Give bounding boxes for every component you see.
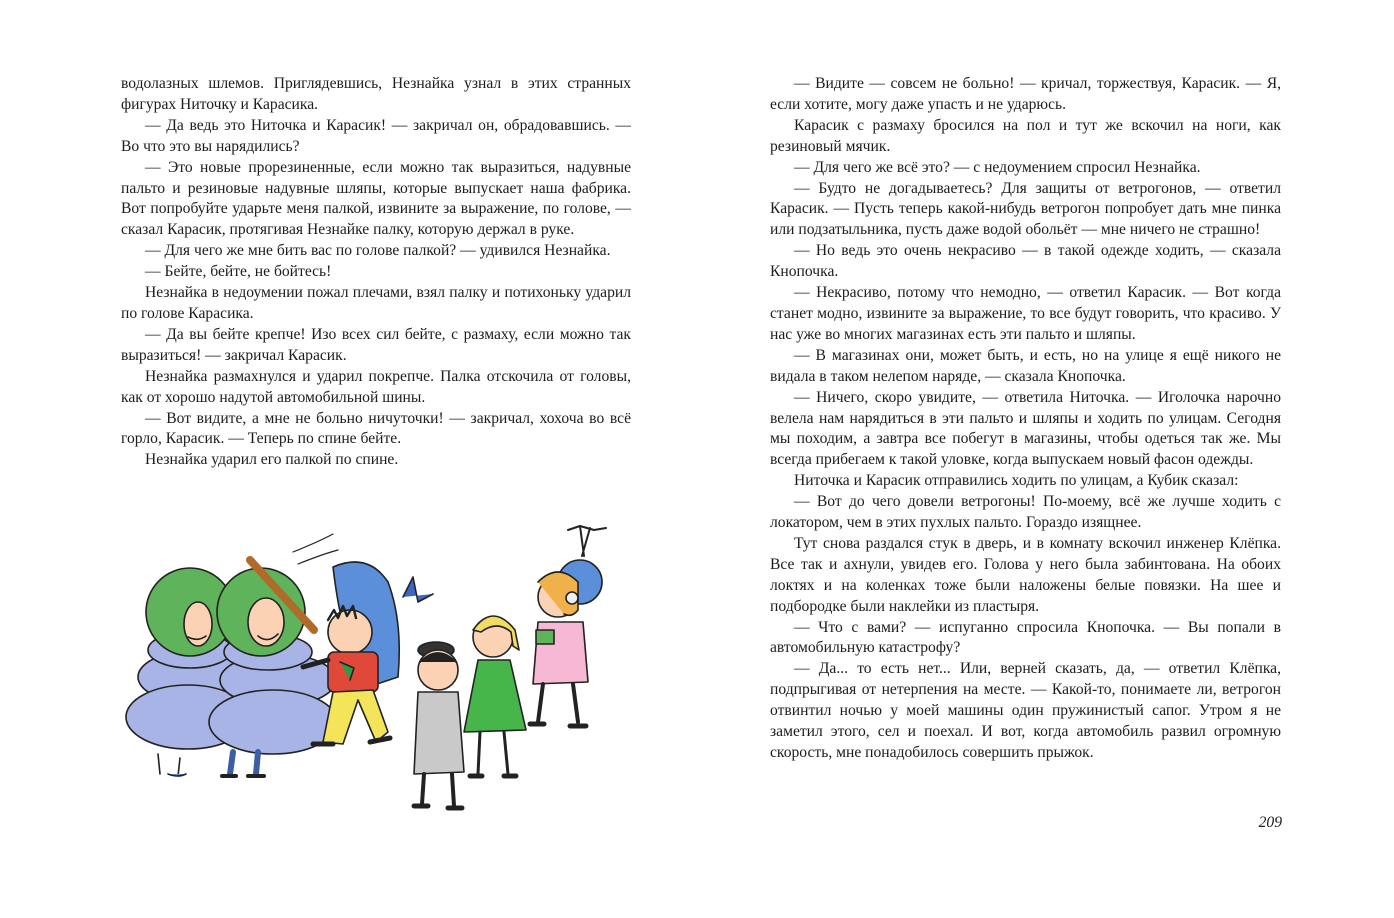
paragraph: — Для чего же всё это? — с недоумением спросил Незнайка. <box>794 158 1201 176</box>
left-text-column <box>121 74 631 471</box>
paragraph: — Что с вами? — испуганно спросила Кнопочка. — Вы попали в автомобильную катастрофу? <box>770 618 1281 657</box>
paragraph: — Для чего же мне бить вас по голове палкой? — удивился Незнайка. <box>145 242 611 260</box>
paragraph: — Да ведь это Ниточка и Карасик! — закричал он, обрадовавшись. — Во что это вы нарядились? <box>121 116 631 155</box>
paragraph: Тут снова раздался стук в дверь, и в комнату вскочил инженер Клёпка. Все так и ахнули, увидев его. Голова у него была забинтована. На обоих локтях и на коленках тоже были наложены белые повязки. На шее и подбородке были наклейки из пластыря. <box>770 534 1281 615</box>
paragraph: — Бейте, бейте, не бойтесь! <box>145 263 332 281</box>
paragraph: — Некрасиво, потому что немодно, — ответил Карасик. — Вот когда станет модно, извините за выражение, то все будут говорить, что красиво. У нас уже во многих магазинах есть эти пальто и шляпы. <box>770 284 1281 343</box>
paragraph: — Это новые прорезиненные, если можно так выразиться, надувные пальто и резиновые надувные шляпы, которые выпускает наша фабрика. Вот попробуйте ударьте меня палкой, извините за выражение, по голове, — сказал Карасик, протягивая Незнайке палку, которую держал в руке. <box>121 158 631 239</box>
boy-grey-coat-figure <box>414 642 464 808</box>
girl-green-dress-figure <box>464 616 526 776</box>
paragraph: Незнайка в недоумении пожал плечами, взял палку и потихоньку ударил по голове Карасика. <box>121 284 631 322</box>
paragraph: — Да... то есть нет... Или, верней сказать, да, — ответил Клёпка, подпрыгивая от нетерпения на месте. — Какой-то, понимаете ли, ветрогон отвинтил ночью у моей машины один пружинистый сапог. Утром я не заметил этого, сел и поехал. И вот, когда автомобиль развил огромную скорость, мне понадобилось совершить прыжок. <box>770 660 1281 761</box>
paragraph: водолазных шлемов. Приглядевшись, Незнайка узнал в этих странных фигурах Ниточку и Карасика. <box>121 75 631 113</box>
paragraph: — Вот видите, а мне не больно ничуточки! — закричал, хохоча во всё горло, Карасик. — Теперь по спине бейте. <box>121 409 631 448</box>
paragraph: Ниточка и Карасик отправились ходить по улицам, а Кубик сказал: <box>794 472 1239 490</box>
paragraph: Незнайка ударил его палкой по спине. <box>145 451 399 469</box>
paragraph: Незнайка размахнулся и ударил покрепче. Палка отскочила от головы, как от хорошо надутой автомобильной шины. <box>121 367 631 406</box>
paragraph: Карасик с размаху бросился на пол и тут же вскочил на ноги, как резиновый мячик. <box>770 116 1281 155</box>
locator-helmet-figure <box>530 526 606 726</box>
paragraph: — Ничего, скоро увидите, — ответила Ниточка. — Иголочка нарочно велела нам нарядиться в эти пальто и шляпы и ходить по улицам. Сегодня мы походим, а завтра все побегут в магазины, чтобы одеться так же. Мы всегда прибегаем к такой уловке, когда выпускаем новый фасон одежды. <box>770 388 1281 469</box>
paragraph: — Но ведь это очень некрасиво — в такой одежде ходить, — сказала Кнопочка. <box>770 242 1281 281</box>
right-text-column <box>770 74 1281 764</box>
page-number: 209 <box>1258 814 1282 831</box>
paragraph: — Вот до чего довели ветрогоны! По-моему, всё же лучше ходить с локатором, чем в этих пухлых пальто. Гораздо изящнее. <box>770 493 1281 532</box>
motion-lines <box>293 534 338 564</box>
paragraph: — Да вы бейте крепче! Изо всех сил бейте, с размаху, если можно так выразиться! — закричал Карасик. <box>121 325 631 364</box>
paragraph: — Будто не догадываетесь? Для защиты от ветрогонов, — ответил Карасик. — Пусть теперь какой-нибудь ветрогон попробует дать мне пинка или подзатыльника, пусть даже водой обольёт — мне ничего не страшно! <box>770 179 1281 239</box>
paragraph: — Видите — совсем не больно! — кричал, торжествуя, Карасик. — Я, если хотите, могу даже упасть и не ударюсь. <box>770 75 1281 113</box>
story-illustration <box>118 512 638 824</box>
paragraph: — В магазинах они, может быть, и есть, но на улице я ещё никого не видала в таком нелепом наряде, — сказала Кнопочка. <box>770 346 1281 385</box>
